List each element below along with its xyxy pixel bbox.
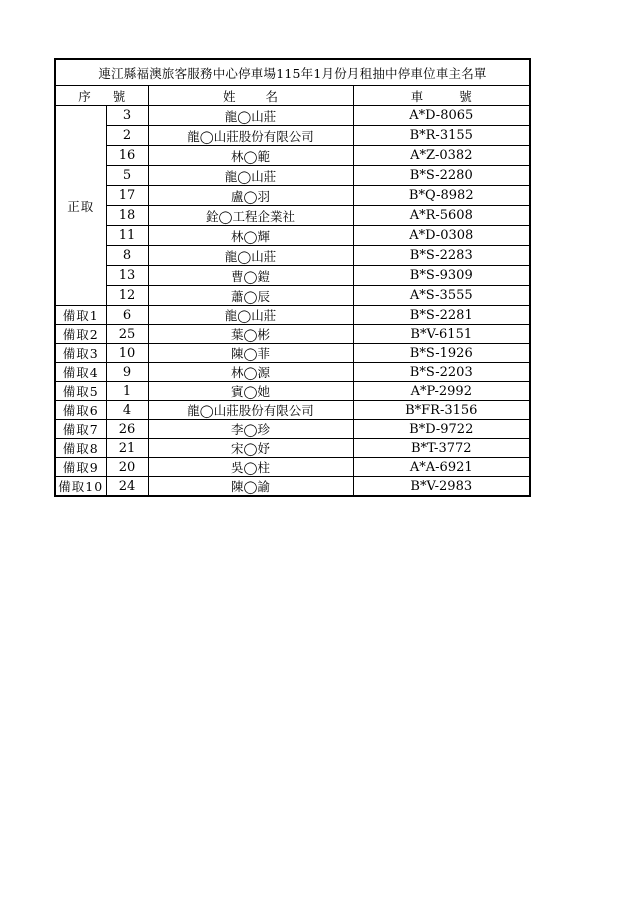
- reserve-label: 備取4: [55, 363, 106, 382]
- draw-number: 16: [106, 146, 148, 166]
- table-row: [55, 226, 530, 246]
- header-row: [55, 86, 530, 106]
- reserve-label: 備取3: [55, 344, 106, 363]
- plate-number: A*Z-0382: [353, 146, 530, 166]
- draw-number: 6: [106, 306, 148, 325]
- header-seq: 序號: [55, 86, 148, 106]
- table-row: [55, 146, 530, 166]
- owner-name: 龍◯山莊: [148, 106, 353, 126]
- table-row: [55, 363, 530, 382]
- table-row: [55, 401, 530, 420]
- draw-number: 2: [106, 126, 148, 146]
- parking-winner-table: [54, 58, 531, 497]
- plate-number: A*S-3555: [353, 286, 530, 306]
- table-row: [55, 420, 530, 439]
- reserve-label: 備取5: [55, 382, 106, 401]
- header-plate: 車號: [353, 86, 530, 106]
- draw-number: 11: [106, 226, 148, 246]
- owner-name: 陳◯菲: [148, 344, 353, 363]
- draw-number: 9: [106, 363, 148, 382]
- owner-name: 龍◯山莊: [148, 246, 353, 266]
- plate-number: B*R-3155: [353, 126, 530, 146]
- table-row: [55, 306, 530, 325]
- table-row: [55, 166, 530, 186]
- reserve-label: 備取1: [55, 306, 106, 325]
- table-row: [55, 106, 530, 126]
- table-row: [55, 477, 530, 497]
- plate-number: B*S-2283: [353, 246, 530, 266]
- reserve-label: 備取6: [55, 401, 106, 420]
- plate-number: B*S-2281: [353, 306, 530, 325]
- draw-number: 20: [106, 458, 148, 477]
- owner-name: 葉◯彬: [148, 325, 353, 344]
- owner-name: 陳◯諭: [148, 477, 353, 497]
- owner-name: 蕭◯辰: [148, 286, 353, 306]
- plate-number: B*Q-8982: [353, 186, 530, 206]
- plate-number: B*D-9722: [353, 420, 530, 439]
- draw-number: 21: [106, 439, 148, 458]
- main-group-label: 正取: [55, 106, 106, 306]
- draw-number: 8: [106, 246, 148, 266]
- draw-number: 25: [106, 325, 148, 344]
- plate-number: B*V-2983: [353, 477, 530, 497]
- plate-number: B*V-6151: [353, 325, 530, 344]
- plate-number: A*D-0308: [353, 226, 530, 246]
- draw-number: 24: [106, 477, 148, 497]
- draw-number: 26: [106, 420, 148, 439]
- table-row: [55, 186, 530, 206]
- plate-number: B*S-9309: [353, 266, 530, 286]
- draw-number: 5: [106, 166, 148, 186]
- owner-name: 林◯輝: [148, 226, 353, 246]
- plate-number: B*FR-3156: [353, 401, 530, 420]
- owner-name: 宋◯妤: [148, 439, 353, 458]
- reserve-label: 備取10: [55, 477, 106, 497]
- draw-number: 4: [106, 401, 148, 420]
- table-row: [55, 286, 530, 306]
- draw-number: 18: [106, 206, 148, 226]
- draw-number: 3: [106, 106, 148, 126]
- plate-number: A*R-5608: [353, 206, 530, 226]
- draw-number: 12: [106, 286, 148, 306]
- plate-number: B*S-2203: [353, 363, 530, 382]
- owner-name: 龍◯山莊: [148, 306, 353, 325]
- plate-number: A*D-8065: [353, 106, 530, 126]
- owner-name: 李◯珍: [148, 420, 353, 439]
- plate-number: B*S-1926: [353, 344, 530, 363]
- draw-number: 17: [106, 186, 148, 206]
- plate-number: B*S-2280: [353, 166, 530, 186]
- plate-number: A*P-2992: [353, 382, 530, 401]
- table-row: [55, 344, 530, 363]
- table-row: [55, 382, 530, 401]
- reserve-label: 備取9: [55, 458, 106, 477]
- owner-name: 盧◯羽: [148, 186, 353, 206]
- owner-name: 林◯源: [148, 363, 353, 382]
- plate-number: B*T-3772: [353, 439, 530, 458]
- owner-name: 龍◯山莊股份有限公司: [148, 126, 353, 146]
- table-row: [55, 126, 530, 146]
- plate-number: A*A-6921: [353, 458, 530, 477]
- table-row: [55, 458, 530, 477]
- owner-name: 吳◯柱: [148, 458, 353, 477]
- draw-number: 13: [106, 266, 148, 286]
- table-row: [55, 439, 530, 458]
- page-title: 連江縣福澳旅客服務中心停車場115年1月份月租抽中停車位車主名單: [55, 59, 530, 86]
- title-row: [55, 59, 530, 86]
- table-row: [55, 206, 530, 226]
- draw-number: 1: [106, 382, 148, 401]
- reserve-label: 備取2: [55, 325, 106, 344]
- owner-name: 賓◯她: [148, 382, 353, 401]
- reserve-label: 備取8: [55, 439, 106, 458]
- owner-name: 林◯範: [148, 146, 353, 166]
- reserve-label: 備取7: [55, 420, 106, 439]
- header-name: 姓名: [148, 86, 353, 106]
- draw-number: 10: [106, 344, 148, 363]
- table-body: [55, 106, 530, 497]
- table-row: [55, 246, 530, 266]
- owner-name: 龍◯山莊: [148, 166, 353, 186]
- owner-name: 龍◯山莊股份有限公司: [148, 401, 353, 420]
- owner-name: 銓◯工程企業社: [148, 206, 353, 226]
- table-row: [55, 325, 530, 344]
- owner-name: 曹◯鎧: [148, 266, 353, 286]
- table-row: [55, 266, 530, 286]
